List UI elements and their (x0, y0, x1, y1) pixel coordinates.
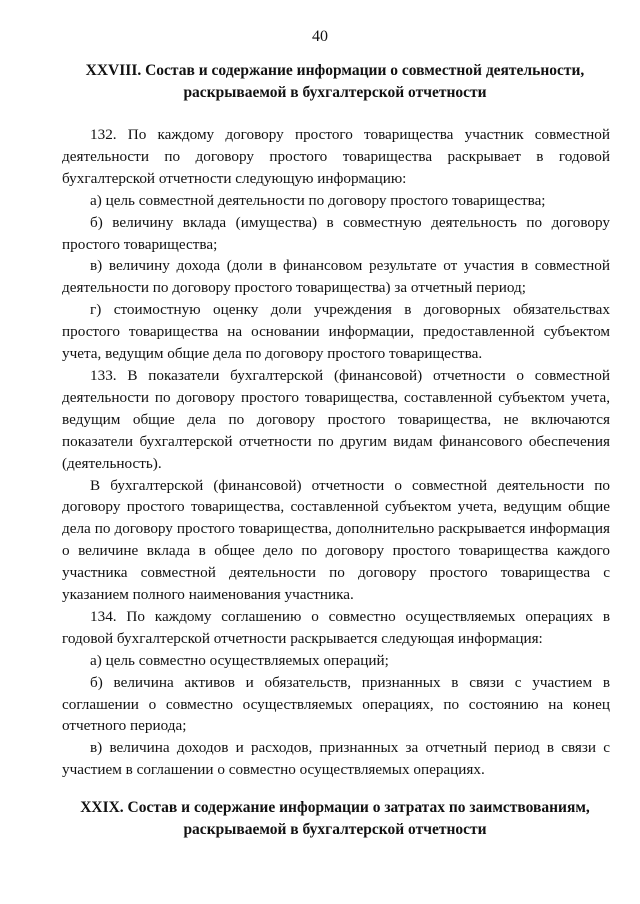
section-heading-xxix (62, 797, 608, 841)
list-item-v: в) величину дохода (доли в финансовом результате от участия в совместной деятельности по договору простого товарищества) за отчетный период; (62, 257, 610, 297)
list-item-v: в) величина доходов и расходов, признанных за отчетный период в связи с участием в соглашении о совместно осуществляемых операциях. (62, 739, 610, 779)
section-heading-xxviii (62, 60, 608, 104)
list-item-g: г) стоимостную оценку доли учреждения в договорных обязательствах простого товарищества на основании информации, предоставленной субъектом учета, ведущим общие дела по договору простого товарищества. (62, 301, 610, 363)
list-item-b: б) величину вклада (имущества) в совместную деятельность по договору простого товарищества; (62, 213, 610, 253)
paragraph-134: 134. По каждому соглашению о совместно осуществляемых операциях в годовой бухгалтерской отчетности раскрывается следующая информация: (62, 607, 610, 647)
paragraph-133-continued: В бухгалтерской (финансовой) отчетности о совместной деятельности по договору простого товарищества, составленной субъектом учета, ведущим общие дела по договору простого товарищества, дополнительно раскрывается информация о величине вклада в общее дело по договору простого товарищества каждого участника совместной деятельности по договору простого товарищества с указанием полного наименования участника. (62, 476, 610, 604)
section-heading-line: XXVIII. Состав и содержание информации о совместной деятельности, (85, 62, 585, 79)
section-heading-line: XXIX. Состав и содержание информации о затратах по заимствованиям, (80, 799, 590, 816)
paragraph-133: 133. В показатели бухгалтерской (финансовой) отчетности о совместной деятельности по договору простого товарищества, составленной субъектом учета, ведущим общие дела по договору простого товарищества, не включаются показатели бухгалтерской отчетности по другим видам финансового обеспечения (деятельность). (62, 366, 610, 472)
section-body (62, 124, 610, 781)
list-item-b: б) величина активов и обязательств, признанных в связи с участием в соглашении о совместно осуществляемых операциях, по состоянию на конец отчетного периода; (62, 673, 610, 735)
paragraph-132: 132. По каждому договору простого товарищества участник совместной деятельности по договору простого товарищества раскрывает в годовой бухгалтерской отчетности следующую информацию: (62, 126, 610, 187)
section-heading-line: раскрываемой в бухгалтерской отчетности (183, 84, 487, 101)
list-item-a: а) цель совместно осуществляемых операций; (90, 651, 389, 669)
list-item-a: а) цель совместной деятельности по договору простого товарищества; (90, 191, 546, 209)
section-heading-line: раскрываемой в бухгалтерской отчетности (183, 821, 487, 838)
page-number: 40 (312, 28, 328, 45)
